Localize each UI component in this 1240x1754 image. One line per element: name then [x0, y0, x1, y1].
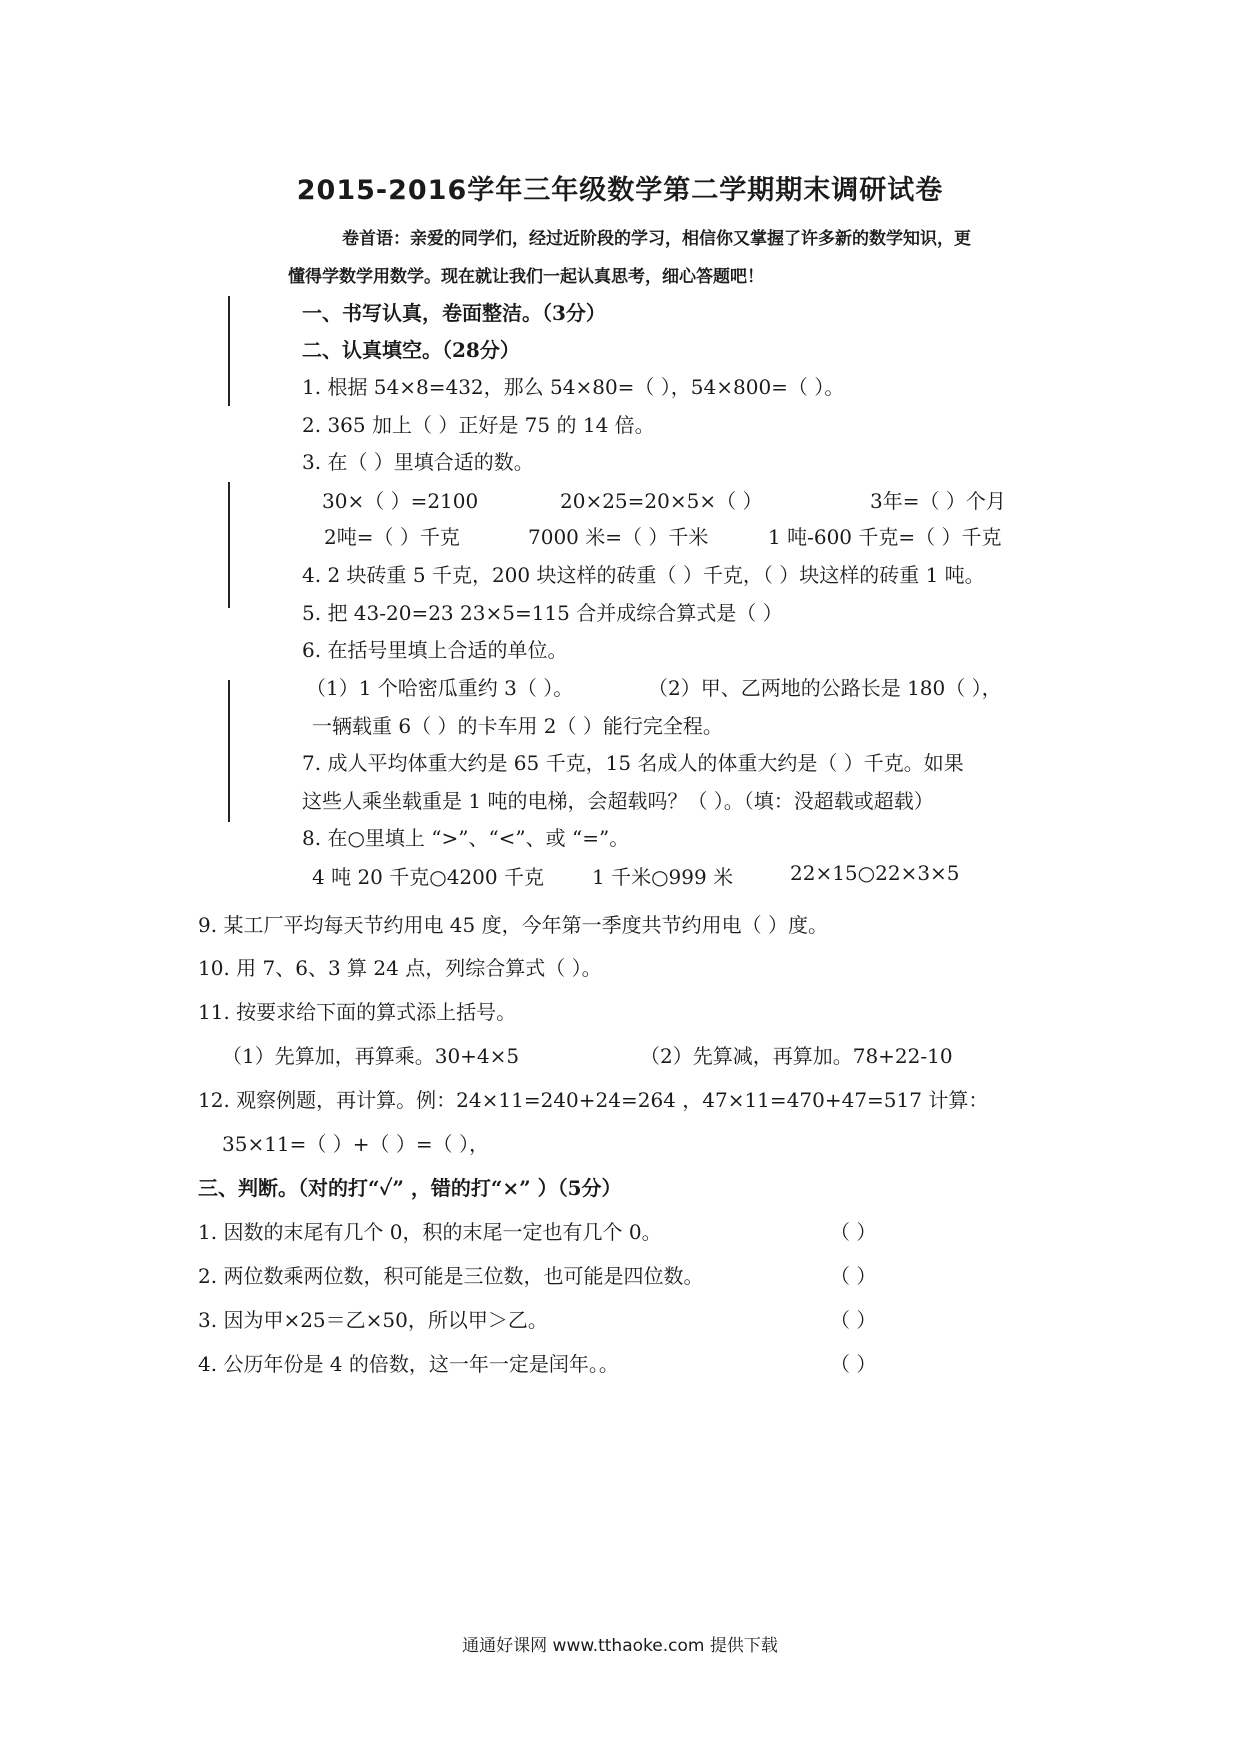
question-3-item: 3年=（ ）个月 [870, 489, 1006, 513]
margin-bar [228, 296, 230, 406]
question-3-item: 1 吨-600 千克=（ ）千克 [768, 525, 1002, 549]
intro-line-1: 卷首语：亲爱的同学们，经过近阶段的学习，相信你又掌握了许多新的数学知识，更 [342, 229, 971, 249]
question-9: 9. 某工厂平均每天节约用电 45 度，今年第一季度共节约用电（ ）度。 [198, 913, 828, 937]
question-4: 4. 2 块砖重 5 千克，200 块这样的砖重（ ）千克，（ ）块这样的砖重 1 吨。 [302, 563, 985, 587]
section-2-heading: 二、认真填空。（28分） [302, 338, 520, 362]
section-1-heading: 一、书写认真，卷面整洁。（3分） [302, 301, 606, 325]
question-8: 8. 在○里填上 “>”、“<”、或 “=”。 [302, 826, 630, 850]
question-8-item: 1 千米○999 米 [592, 865, 734, 889]
question-11-item: （2）先算减，再算加。78+22-10 [640, 1044, 953, 1068]
judge-item-1: 1. 因数的末尾有几个 0，积的末尾一定也有几个 0。 [198, 1220, 662, 1244]
question-6-item: 一辆载重 6（ ）的卡车用 2（ ）能行完全程。 [312, 714, 723, 738]
question-7-line-2: 这些人乘坐载重是 1 吨的电梯，会超载吗？（ ）。（填：没超载或超载） [302, 789, 934, 813]
question-5: 5. 把 43-20=23 23×5=115 合并成综合算式是（ ） [302, 601, 783, 625]
answer-parentheses: （ ） [830, 1352, 877, 1376]
question-6: 6. 在括号里填上合适的单位。 [302, 638, 568, 662]
judge-item-3: 3. 因为甲×25＝乙×50，所以甲＞乙。 [198, 1308, 548, 1332]
answer-parentheses: （ ） [830, 1264, 877, 1288]
answer-parentheses: （ ） [830, 1220, 877, 1244]
answer-parentheses: （ ） [830, 1308, 877, 1332]
question-6-item: （2）甲、乙两地的公路长是 180（ ）， [648, 676, 1002, 700]
judge-item-2: 2. 两位数乘两位数，积可能是三位数，也可能是四位数。 [198, 1264, 704, 1288]
question-12-line-1: 12. 观察例题，再计算。例：24×11=240+24=264 ，47×11=470+47=517 计算： [198, 1088, 989, 1112]
intro-line-2: 懂得学数学用数学。现在就让我们一起认真思考，细心答题吧！ [288, 267, 764, 287]
question-2: 2. 365 加上（ ）正好是 75 的 14 倍。 [302, 413, 655, 437]
question-3-item: 30×（ ）=2100 [322, 489, 479, 513]
question-11: 11. 按要求给下面的算式添上括号。 [198, 1000, 517, 1024]
question-8-item: 22×15○22×3×5 [790, 861, 960, 885]
question-8-item: 4 吨 20 千克○4200 千克 [312, 865, 544, 889]
question-11-item: （1）先算加，再算乘。30+4×5 [222, 1044, 520, 1068]
question-3-item: 7000 米=（ ）千米 [528, 525, 709, 549]
question-3-item: 2吨=（ ）千克 [324, 525, 460, 549]
section-3-heading: 三、判断。（对的打“✓” ，错的打“×” ）（5分） [198, 1176, 622, 1200]
footer-credit: 通通好课网 www.tthaoke.com 提供下载 [462, 1636, 778, 1656]
margin-bar [228, 482, 230, 608]
question-3-item: 20×25=20×5×（ ） [560, 489, 763, 513]
page-title: 2015-2016学年三年级数学第二学期期末调研试卷 [296, 175, 944, 206]
question-3: 3. 在（ ）里填合适的数。 [302, 450, 534, 474]
question-12-line-2: 35×11=（ ）+（ ）=（ ）， [222, 1132, 490, 1156]
question-1: 1. 根据 54×8=432，那么 54×80=（ ），54×800=（ ）。 [302, 375, 845, 399]
margin-bar [228, 680, 230, 822]
question-6-item: （1）1 个哈密瓜重约 3（ ）。 [306, 676, 574, 700]
judge-item-4: 4. 公历年份是 4 的倍数，这一年一定是闰年。。 [198, 1352, 619, 1376]
question-10: 10. 用 7、6、3 算 24 点，列综合算式（ ）。 [198, 956, 602, 980]
question-7-line-1: 7. 成人平均体重大约是 65 千克，15 名成人的体重大约是（ ）千克。如果 [302, 751, 964, 775]
